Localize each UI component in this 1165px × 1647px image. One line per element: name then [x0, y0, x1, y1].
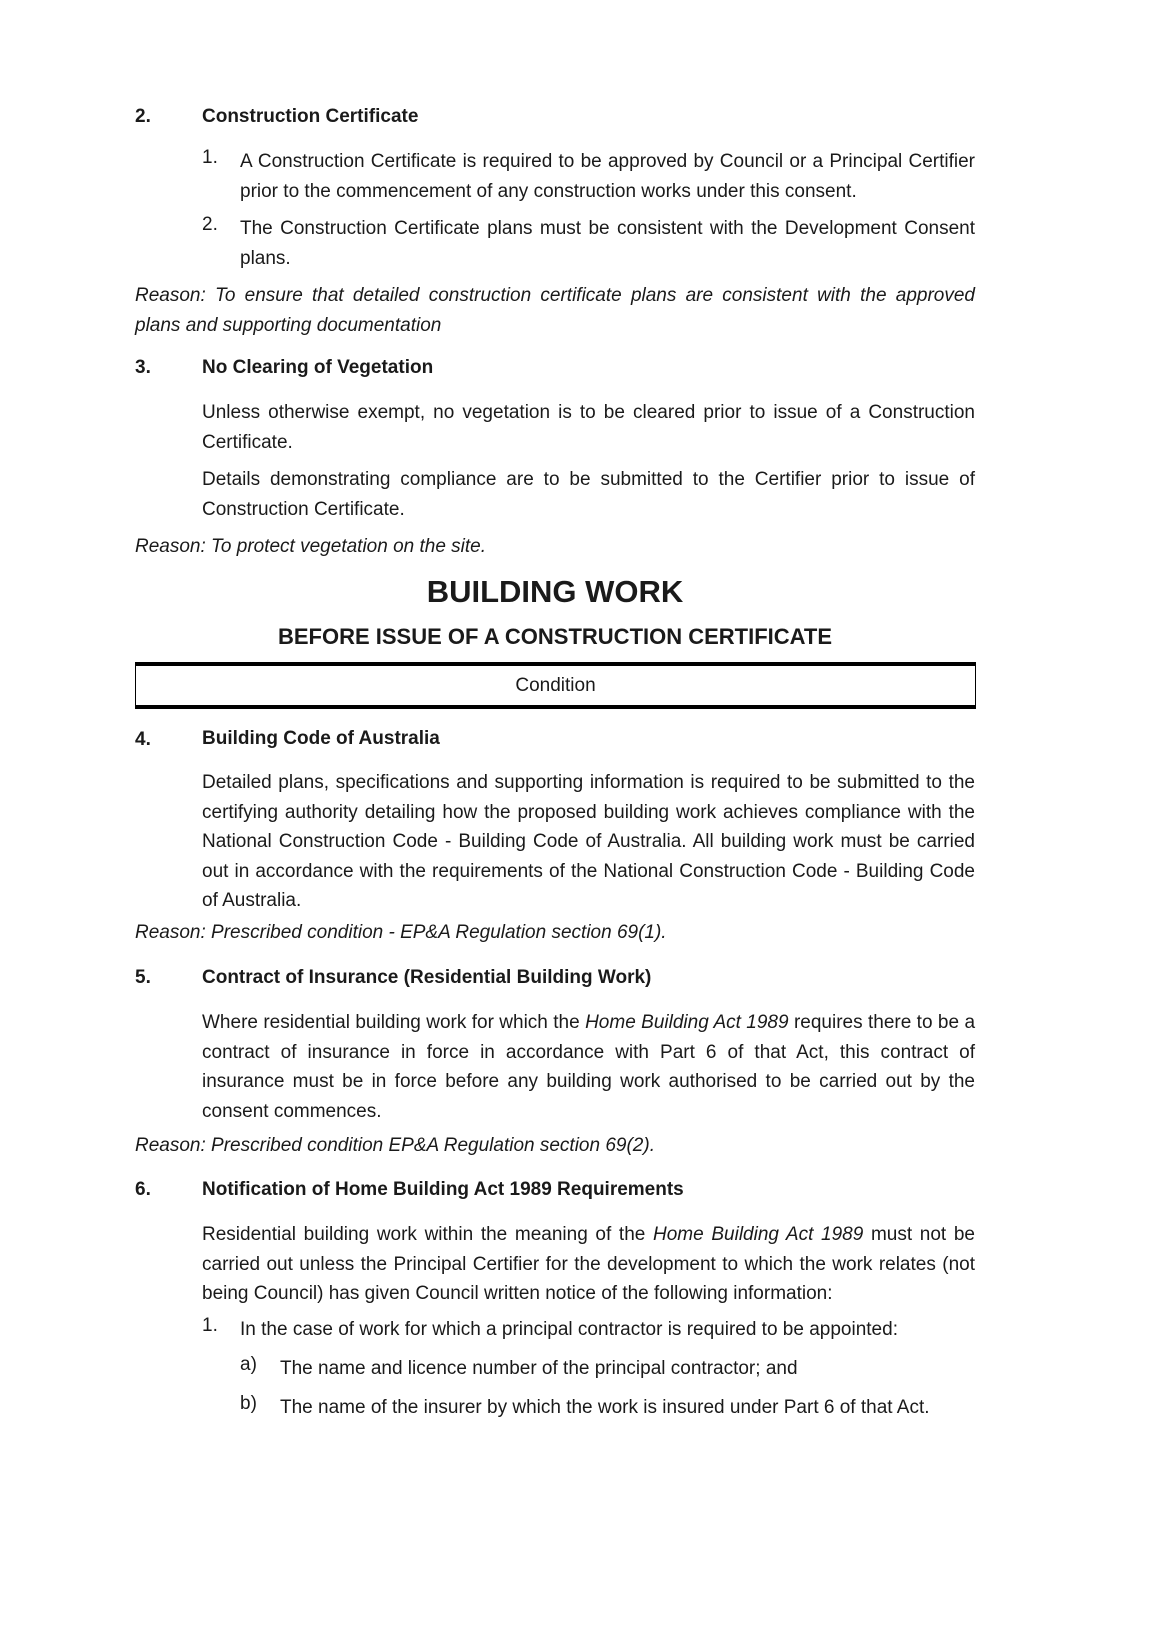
list-marker: 2.	[202, 214, 218, 235]
reason-text: Reason: To protect vegetation on the site.	[135, 536, 487, 557]
building-work-subtitle: BEFORE ISSUE OF A CONSTRUCTION CERTIFICATE	[277, 624, 833, 649]
reason-text: Reason: To ensure that detailed construction certificate plans are consistent with the approved plans and supporting documentation	[135, 285, 975, 336]
paragraph	[202, 1008, 975, 1126]
section-heading: Construction Certificate	[202, 106, 419, 127]
list-item-text: The name of the insurer by which the work is insured under Part 6 of that Act.	[280, 1397, 930, 1418]
list-item-text: A Construction Certificate is required to be approved by Council or a Principal Certifier prior to the commencement of any construction works under this consent.	[240, 151, 975, 202]
list-item-text: In the case of work for which a principal contractor is required to be appointed:	[240, 1319, 898, 1340]
paragraph-text: Residential building work within the meaning of the	[202, 1224, 654, 1245]
act-name: Home Building Act 1989	[653, 1224, 864, 1245]
list-marker: a)	[240, 1354, 257, 1375]
act-name: Home Building Act 1989	[585, 1012, 789, 1033]
condition-header-label: Condition	[515, 675, 596, 696]
paragraph	[202, 1220, 975, 1309]
list-item-text: The Construction Certificate plans must be consistent with the Development Consent plans.	[240, 218, 975, 269]
list-item-text: The name and licence number of the principal contractor; and	[280, 1358, 798, 1379]
condition-header-box	[135, 662, 976, 709]
paragraph-text: Where residential building work for which the	[202, 1012, 586, 1033]
paragraph: Details demonstrating compliance are to be submitted to the Certifier prior to issue of Construction Certificate.	[202, 469, 975, 520]
section-number: 5.	[135, 967, 151, 988]
section-number: 6.	[135, 1179, 151, 1200]
section-heading: Notification of Home Building Act 1989 Requirements	[202, 1179, 684, 1200]
paragraph-text: must not be carried out unless the Principal Certifier for the development to which the work relates (not being Council) has given Council written notice of the following information:	[202, 1224, 975, 1304]
reason-text: Reason: Prescribed condition - EP&A Regulation section 69(1).	[135, 922, 667, 943]
list-marker: b)	[240, 1393, 257, 1414]
paragraph-text: requires there to be a contract of insurance in force in accordance with Part 6 of that Act, this contract of insurance must be in force before any building work authorised to be carried out by the consent commences.	[202, 1012, 976, 1122]
building-work-title: BUILDING WORK	[426, 574, 684, 609]
section-number: 4.	[135, 729, 151, 750]
list-marker: 1.	[202, 1315, 218, 1336]
section-heading: Building Code of Australia	[202, 728, 440, 749]
paragraph: Unless otherwise exempt, no vegetation is to be cleared prior to issue of a Construction Certificate.	[202, 402, 975, 453]
section-heading: Contract of Insurance (Residential Building Work)	[202, 967, 652, 988]
paragraph: Detailed plans, specifications and supporting information is required to be submitted to the certifying authority detailing how the proposed building work achieves compliance with the National Construction Code - Building Code of Australia. All building work must be carried out in accordance with the requirements of the National Construction Code - Building Code of Australia.	[202, 772, 975, 911]
reason-text: Reason: Prescribed condition EP&A Regulation section 69(2).	[135, 1135, 655, 1156]
section-heading: No Clearing of Vegetation	[202, 357, 434, 378]
section-number: 2.	[135, 106, 151, 127]
section-number: 3.	[135, 357, 151, 378]
list-marker: 1.	[202, 147, 218, 168]
